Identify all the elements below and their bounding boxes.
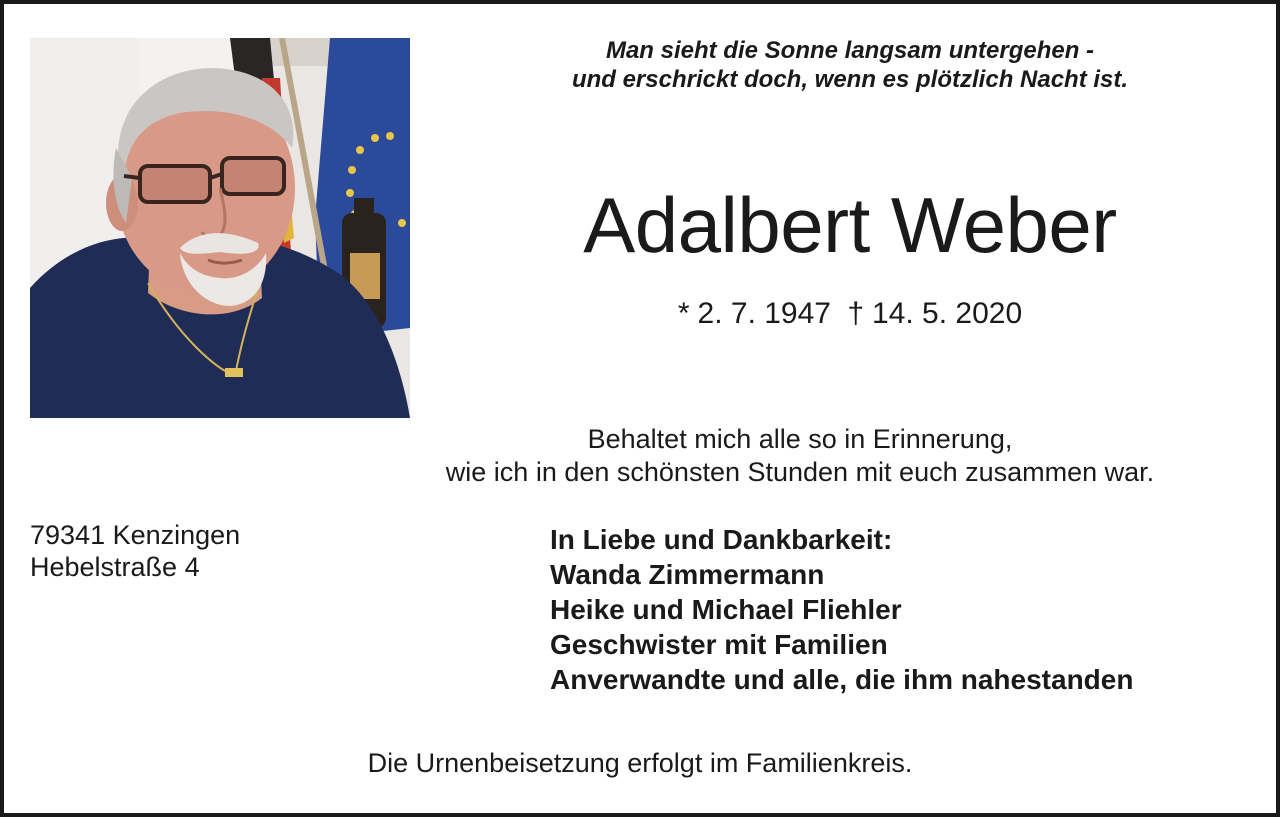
mourner-name: Geschwister mit Familien bbox=[550, 629, 888, 660]
deceased-name: Adalbert Weber bbox=[583, 181, 1117, 269]
memory-text bbox=[300, 423, 1280, 489]
quote-line-1: Man sieht die Sonne langsam untergehen - bbox=[605, 37, 1095, 64]
birth-date: 2. 7. 1947 bbox=[697, 297, 831, 330]
address-city: 79341 Kenzingen bbox=[30, 520, 241, 550]
burial-notice: Die Urnenbeisetzung erfolgt im Familienkreis. bbox=[367, 748, 913, 778]
memory-line-2: wie ich in den schönsten Stunden mit euch zusammen war. bbox=[445, 457, 1155, 487]
death-date: 14. 5. 2020 bbox=[872, 297, 1023, 330]
quote bbox=[470, 36, 1230, 94]
life-dates bbox=[470, 296, 1230, 332]
address bbox=[30, 519, 240, 583]
birth-symbol: * bbox=[677, 297, 690, 330]
mourners bbox=[550, 522, 1133, 697]
mourner-name: Heike und Michael Fliehler bbox=[550, 594, 902, 625]
quote-line-2: und erschrickt doch, wenn es plötzlich Nacht ist. bbox=[571, 66, 1129, 93]
mourner-name: Wanda Zimmermann bbox=[550, 559, 825, 590]
memory-line-1: Behaltet mich alle so in Erinnerung, bbox=[587, 424, 1013, 454]
death-symbol: † bbox=[847, 297, 865, 330]
mourners-heading: In Liebe und Dankbarkeit: bbox=[550, 524, 893, 555]
address-street: Hebelstraße 4 bbox=[30, 552, 200, 582]
portrait-photo bbox=[30, 38, 410, 418]
mourner-name: Anverwandte und alle, die ihm nahestanden bbox=[550, 664, 1134, 695]
